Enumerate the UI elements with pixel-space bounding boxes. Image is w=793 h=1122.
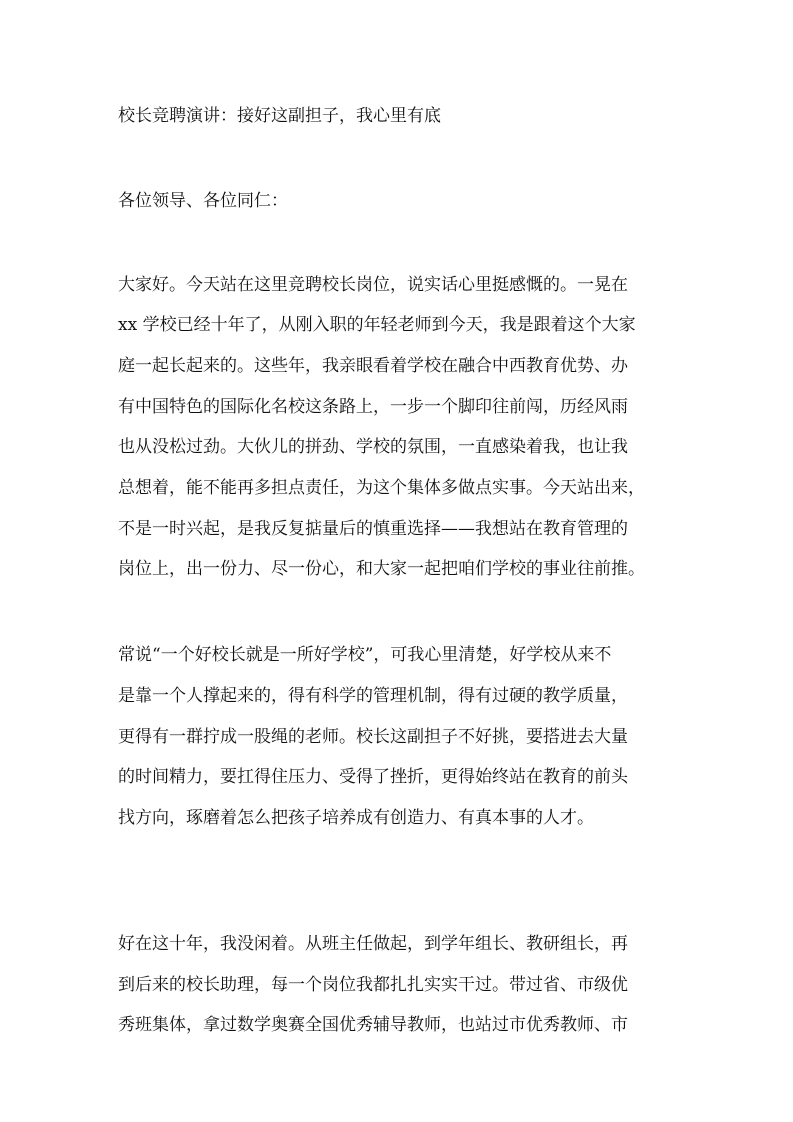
paragraph-line: 总想着，能不能再多担点责任，为这个集体多做点实事。今天站出来，: [118, 478, 645, 498]
paragraph-line: 常说“一个好校长就是一所好学校”，可我心里清楚，好学校从来不: [118, 645, 612, 665]
paragraph-line: 是靠一个人撑起来的，得有科学的管理机制，得有过硬的教学质量，: [118, 686, 628, 706]
greeting-line: 各位领导、各位同仁：: [118, 191, 288, 211]
paragraph-line: 到后来的校长助理，每一个岗位我都扎扎实实干过。带过省、市级优: [118, 975, 628, 995]
paragraph-line: xx 学校已经十年了，从刚入职的年轻老师到今天，我是跟着这个大家: [118, 315, 636, 335]
paragraph-line: 岗位上，出一份力、尽一份心，和大家一起把咱们学校的事业往前推。: [118, 559, 645, 579]
paragraph-line: 不是一时兴起，是我反复掂量后的慎重选择——我想站在教育管理的: [118, 519, 628, 539]
paragraph-line: 有中国特色的国际化名校这条路上，一步一个脚印往前闯，历经风雨: [118, 397, 628, 417]
paragraph-line: 秀班集体，拿过数学奥赛全国优秀辅导教师，也站过市优秀教师、市: [118, 1015, 628, 1035]
document-title: 校长竞聘演讲：接好这副担子，我心里有底: [118, 106, 441, 126]
paragraph-line: 庭一起长起来的。这些年，我亲眼看着学校在融合中西教育优势、办: [118, 356, 628, 376]
paragraph-line: 找方向，琢磨着怎么把孩子培养成有创造力、有真本事的人才。: [118, 808, 594, 828]
paragraph-line: 的时间精力，要扛得住压力、受得了挫折，更得始终站在教育的前头: [118, 767, 628, 787]
paragraph-line: 也从没松过劲。大伙儿的拼劲、学校的氛围，一直感染着我，也让我: [118, 437, 628, 457]
paragraph-line: 更得有一群拧成一股绳的老师。校长这副担子不好挑，要搭进去大量: [118, 727, 628, 747]
paragraph-line: 好在这十年，我没闲着。从班主任做起，到学年组长、教研组长，再: [118, 934, 628, 954]
paragraph-line: 大家好。今天站在这里竞聘校长岗位，说实话心里挺感慨的。一晃在: [118, 275, 628, 295]
